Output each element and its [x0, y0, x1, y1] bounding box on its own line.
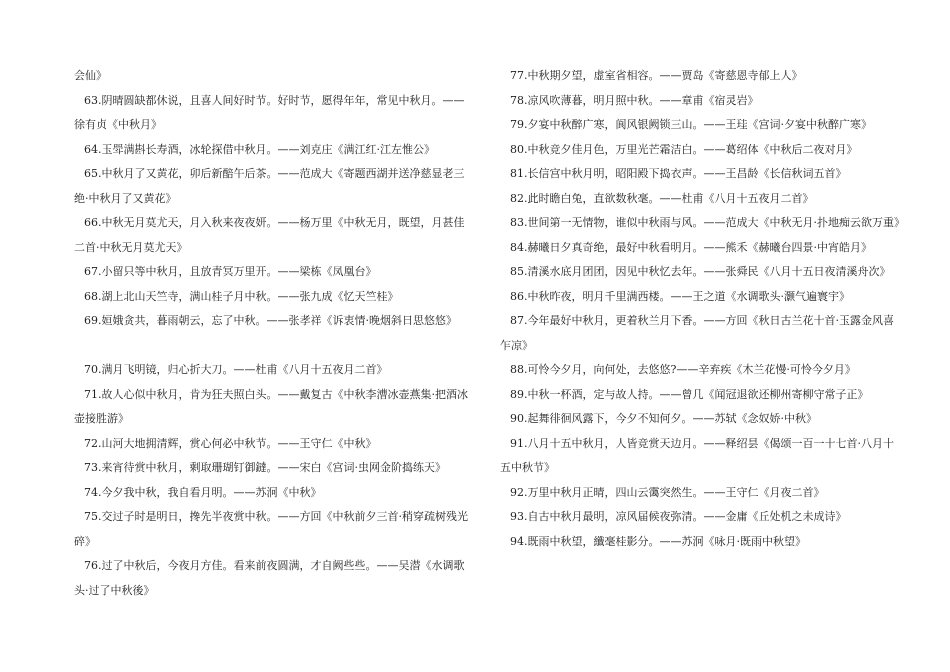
poem-line: 67.小留只等中秋月，且放青冥万里开。——梁栋《凤凰台》 — [84, 265, 377, 278]
poem-line: 76.过了中秋后，今夜月方佳。看来前夜圆满，才自阙些些。——吴潜《水调歌头·过了中秋後》 — [74, 559, 465, 597]
poem-line: 72.山河大地拥清辉，赏心何必中秋节。——王守仁《中秋》 — [84, 436, 377, 450]
poem-line: 92.万里中秋月正晴，四山云霭突然生。——王守仁《月夜二首》 — [510, 485, 825, 499]
poem-line: 73.来宵待赏中秋月，剩取珊瑚钉御鐽。——宋白《宫词·虫网金阶捣练天》 — [84, 461, 446, 474]
poem-line: 81.长信宫中秋月明，昭阳殿下捣衣声。——王昌龄《长信秋词五首》 — [510, 167, 847, 180]
poem-line: 80.中秋竞夕佳月色，万里光芒霜洁白。——葛绍体《中秋后二夜对月》 — [510, 142, 858, 156]
poem-line: 64.玉斝满斟长寿酒，冰轮探借中秋月。——刘克庄《满江红·江左惟公》 — [84, 142, 435, 156]
poem-line: 75.交过子时是明日，搀先半夜赏中秋。——方回《中秋前夕三首·稍穿疏树残光碎》 — [74, 510, 468, 548]
poem-line: 65.中秋月了又黄花，卯后新醅午后茶。——范成大《寄题西湖并送净慈显老三绝·中秋月了又黄花》 — [74, 167, 465, 205]
poem-line: 82.此时瞻白兔，直欲数秋毫。——杜甫《八月十五夜月二首》 — [510, 191, 814, 205]
poem-line: 94.既雨中秋望，纖毫桂影分。——苏泂《咏月·既雨中秋望》 — [510, 534, 806, 548]
poem-line: 会仙》 — [74, 69, 107, 82]
poem-line: 91.八月十五中秋月，人皆竞赏天边月。——释绍昙《偈颂一百一十七首·八月十五中秋节》 — [500, 436, 894, 474]
poem-line: 78.凉风吹薄暮，明月照中秋。——章甫《宿灵岩》 — [510, 93, 759, 107]
poem-line: 89.中秋一杯酒，定与故人持。——曾几《闻冠退欲还柳州寄柳守常子正》 — [510, 387, 869, 401]
poem-line: 88.可怜今夕月，向何处，去悠悠?——辛弃疾《木兰花慢·可怜今夕月》 — [510, 363, 856, 376]
poem-line: 87.今年最好中秋月，更着秋兰月下香。——方回《秋日古兰花十首·玉露金风喜乍凉》 — [500, 314, 894, 352]
poem-line: 83.世间第一无情物，谁似中秋雨与风。——范成大《中秋无月·扑地痴云欲万重》 — [510, 216, 905, 229]
poem-line: 77.中秋期夕望，虚室省相容。——贾岛《寄慈恩寺郁上人》 — [510, 69, 803, 82]
poem-line: 74.今夕我中秋，我自看月明。——苏泂《中秋》 — [84, 485, 322, 499]
poem-line: 79.夕宴中秋醉广寒，阆风银阙锁三山。——王珪《宫词·夕宴中秋醉广寒》 — [510, 118, 872, 131]
poem-line: 69.姮娥贪共，暮雨朝云，忘了中秋。——张孝祥《诉衷情·晚烟斜日思悠悠》 — [84, 314, 457, 327]
poem-line: 70.满月飞明镜，归心折大刀。——杜甫《八月十五夜月二首》 — [84, 363, 388, 376]
poem-line: 66.中秋无月莫尤天，月入秋来夜夜妍。——杨万里《中秋无月，既望，月甚佳二首·中秋无月莫尤天》 — [74, 216, 465, 254]
poem-line: 85.清溪水底月团团，因见中秋忆去年。——张舜民《八月十五日夜清溪舟次》 — [510, 265, 891, 278]
poem-line: 71.故人心似中秋月，肯为狂夫照白头。——戴复古《中秋李漕冰壶燕集·把酒冰壶接胜游》 — [74, 387, 468, 425]
poem-line: 93.自古中秋月最明，凉风届候夜弥清。——金庸《丘处机之未成诗》 — [510, 510, 847, 523]
poem-line: 68.湖上北山天竺寺，满山桂子月中秋。——张九成《忆天竺桂》 — [84, 289, 399, 303]
poem-line: 86.中秋昨夜，明月千里满西楼。——王之道《水调歌头·灏气遍寰宇》 — [510, 289, 850, 303]
left-column — [74, 64, 474, 603]
poem-line: 90.起舞徘徊风露下，今夕不知何夕。——苏轼《念奴娇·中秋》 — [510, 412, 817, 425]
right-column — [500, 64, 905, 554]
poem-line: 63.阴晴圆缺都休说，且喜人间好时节。好时节，愿得年年，常见中秋月。——徐有贞《中秋月》 — [74, 93, 465, 131]
poem-line: 84.赫曦日夕真奇绝，最好中秋看明月。——熊禾《赫曦台四景·中宵皓月》 — [510, 240, 872, 254]
blank-line — [74, 334, 474, 359]
